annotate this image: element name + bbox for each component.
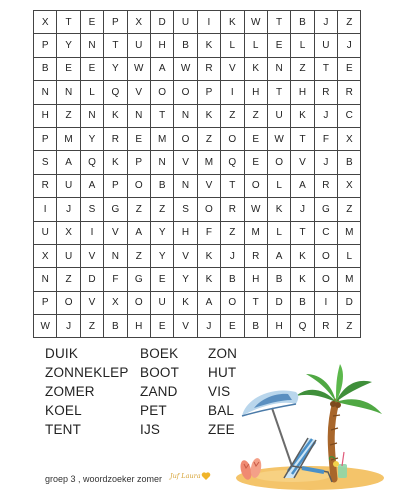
grid-cell: B (291, 11, 314, 34)
grid-cell: K (268, 198, 291, 221)
grid-cell: B (245, 315, 268, 338)
grid-cell: Y (81, 128, 104, 151)
grid-cell: Y (104, 58, 127, 81)
grid-cell: E (128, 128, 151, 151)
grid-cell: W (174, 58, 197, 81)
word-item: VIS (208, 384, 231, 399)
grid-cell: V (291, 151, 314, 174)
grid-cell: A (291, 175, 314, 198)
grid-cell: T (104, 34, 127, 57)
grid-cell: Z (81, 315, 104, 338)
grid-cell: V (81, 292, 104, 315)
grid-cell: G (128, 268, 151, 291)
grid-cell: T (315, 58, 338, 81)
grid-cell: J (338, 34, 361, 57)
grid-cell: O (198, 198, 221, 221)
grid-cell: R (34, 175, 57, 198)
grid-cell: U (151, 292, 174, 315)
grid-cell: N (151, 151, 174, 174)
grid-cell: X (57, 222, 80, 245)
grid-cell: D (81, 268, 104, 291)
grid-cell: Z (198, 128, 221, 151)
grid-cell: R (338, 81, 361, 104)
grid-cell: X (34, 245, 57, 268)
grid-cell: P (34, 34, 57, 57)
grid-cell: X (338, 128, 361, 151)
grid-cell: K (221, 11, 244, 34)
grid-cell: R (315, 175, 338, 198)
heart-icon (201, 471, 211, 481)
grid-cell: K (104, 151, 127, 174)
grid-cell: G (315, 198, 338, 221)
word-item: HUT (208, 365, 237, 380)
grid-cell: H (291, 81, 314, 104)
grid-cell: Z (57, 105, 80, 128)
grid-cell: Q (291, 315, 314, 338)
grid-cell: P (128, 151, 151, 174)
grid-cell: L (268, 222, 291, 245)
grid-cell: T (151, 105, 174, 128)
grid-cell: L (245, 34, 268, 57)
grid-cell: H (245, 268, 268, 291)
grid-cell: J (198, 315, 221, 338)
grid-cell: O (315, 245, 338, 268)
grid-cell: S (81, 198, 104, 221)
grid-cell: H (128, 315, 151, 338)
word-item: PET (140, 403, 167, 418)
grid-cell: Q (81, 151, 104, 174)
grid-cell: M (245, 222, 268, 245)
grid-cell: V (174, 315, 197, 338)
grid-cell: I (315, 292, 338, 315)
grid-cell: O (151, 81, 174, 104)
grid-cell: Z (128, 198, 151, 221)
word-item: BAL (208, 403, 235, 418)
beach-illustration (232, 360, 394, 490)
grid-cell: U (57, 175, 80, 198)
grid-cell: W (128, 58, 151, 81)
grid-cell: M (338, 268, 361, 291)
grid-cell: U (128, 34, 151, 57)
grid-cell: V (81, 245, 104, 268)
grid-cell: M (198, 151, 221, 174)
word-item: ZOMER (45, 384, 95, 399)
word-search-grid (33, 10, 361, 338)
grid-cell: J (291, 198, 314, 221)
grid-cell: R (245, 245, 268, 268)
grid-cell: Z (245, 105, 268, 128)
grid-cell: A (128, 222, 151, 245)
grid-cell: D (151, 11, 174, 34)
grid-cell: X (104, 292, 127, 315)
grid-cell: C (338, 105, 361, 128)
grid-cell: R (104, 128, 127, 151)
grid-cell: K (198, 34, 221, 57)
grid-cell: Z (221, 105, 244, 128)
grid-cell: U (268, 105, 291, 128)
grid-cell: N (174, 175, 197, 198)
grid-cell: B (104, 315, 127, 338)
grid-cell: T (291, 128, 314, 151)
grid-cell: G (104, 198, 127, 221)
grid-cell: A (198, 292, 221, 315)
grid-cell: H (268, 315, 291, 338)
grid-cell: R (315, 81, 338, 104)
grid-cell: K (198, 105, 221, 128)
grid-cell: C (315, 222, 338, 245)
grid-cell: H (174, 222, 197, 245)
grid-cell: E (245, 128, 268, 151)
grid-cell: P (198, 81, 221, 104)
grid-cell: M (151, 128, 174, 151)
grid-cell: E (57, 58, 80, 81)
grid-cell: E (81, 11, 104, 34)
grid-cell: F (104, 268, 127, 291)
grid-cell: K (291, 268, 314, 291)
grid-cell: P (34, 292, 57, 315)
grid-cell: Y (174, 268, 197, 291)
grid-cell: Z (128, 245, 151, 268)
grid-cell: V (174, 151, 197, 174)
word-item: ZON (208, 346, 238, 361)
word-item: ZONNEKLEP (45, 365, 129, 380)
grid-cell: L (338, 245, 361, 268)
grid-cell: X (34, 11, 57, 34)
grid-cell: N (81, 34, 104, 57)
grid-cell: O (128, 175, 151, 198)
grid-cell: N (174, 105, 197, 128)
grid-cell: T (268, 11, 291, 34)
grid-cell: O (245, 175, 268, 198)
footer-title: groep 3 , woordzoeker zomer (45, 474, 163, 484)
grid-cell: I (198, 11, 221, 34)
word-item: TENT (45, 422, 82, 437)
grid-cell: Z (221, 222, 244, 245)
grid-cell: E (81, 58, 104, 81)
grid-cell: Z (291, 58, 314, 81)
grid-cell: O (128, 292, 151, 315)
grid-cell: E (338, 58, 361, 81)
grid-cell: R (198, 58, 221, 81)
word-item: DUIK (45, 346, 79, 361)
grid-cell: R (221, 198, 244, 221)
grid-cell: B (174, 34, 197, 57)
grid-cell: S (34, 151, 57, 174)
word-item: ZEE (208, 422, 235, 437)
grid-cell: K (198, 245, 221, 268)
grid-cell: X (128, 11, 151, 34)
grid-cell: J (315, 151, 338, 174)
grid-cell: V (198, 175, 221, 198)
grid-cell: B (291, 292, 314, 315)
grid-cell: N (268, 58, 291, 81)
grid-cell: N (128, 105, 151, 128)
grid-cell: N (34, 81, 57, 104)
grid-cell: W (245, 198, 268, 221)
grid-cell: A (57, 151, 80, 174)
grid-cell: N (81, 105, 104, 128)
grid-cell: T (291, 222, 314, 245)
grid-cell: U (315, 34, 338, 57)
grid-cell: Y (57, 34, 80, 57)
grid-cell: A (81, 175, 104, 198)
grid-cell: D (338, 292, 361, 315)
grid-cell: O (315, 268, 338, 291)
grid-cell: Y (151, 245, 174, 268)
grid-cell: I (34, 198, 57, 221)
grid-cell: R (315, 315, 338, 338)
grid-cell: M (57, 128, 80, 151)
grid-cell: H (151, 34, 174, 57)
grid-cell: L (268, 175, 291, 198)
word-item: BOEK (140, 346, 179, 361)
grid-cell: O (268, 151, 291, 174)
grid-cell: J (315, 11, 338, 34)
grid-cell: V (128, 81, 151, 104)
grid-cell: Z (338, 198, 361, 221)
word-item: BOOT (140, 365, 180, 380)
grid-cell: Q (104, 81, 127, 104)
grid-cell: Z (151, 198, 174, 221)
grid-cell: Z (338, 315, 361, 338)
grid-cell: A (151, 58, 174, 81)
grid-cell: L (221, 34, 244, 57)
grid-cell: K (245, 58, 268, 81)
grid-cell: V (221, 58, 244, 81)
grid-cell: O (174, 81, 197, 104)
grid-cell: W (34, 315, 57, 338)
grid-cell: L (291, 34, 314, 57)
grid-cell: T (268, 81, 291, 104)
grid-cell: O (57, 292, 80, 315)
grid-cell: H (34, 105, 57, 128)
grid-cell: B (151, 175, 174, 198)
grid-cell: B (338, 151, 361, 174)
grid-cell: X (338, 175, 361, 198)
grid-cell: P (104, 175, 127, 198)
grid-cell: O (221, 128, 244, 151)
grid-cell: P (104, 11, 127, 34)
grid-cell: L (81, 81, 104, 104)
grid-cell: U (34, 222, 57, 245)
grid-cell: J (57, 315, 80, 338)
grid-cell: T (245, 292, 268, 315)
grid-cell: K (198, 268, 221, 291)
grid-cell: W (268, 128, 291, 151)
grid-cell: N (104, 245, 127, 268)
grid-cell: J (57, 198, 80, 221)
grid-cell: J (221, 245, 244, 268)
grid-cell: E (151, 315, 174, 338)
grid-cell: E (151, 268, 174, 291)
grid-cell: K (174, 292, 197, 315)
grid-cell: B (268, 268, 291, 291)
grid-cell: K (104, 105, 127, 128)
grid-cell: A (268, 245, 291, 268)
grid-cell: K (291, 105, 314, 128)
grid-cell: Z (57, 268, 80, 291)
grid-cell: B (34, 58, 57, 81)
grid-cell: N (57, 81, 80, 104)
grid-cell: N (34, 268, 57, 291)
grid-cell: U (57, 245, 80, 268)
grid-cell: S (174, 198, 197, 221)
grid-cell: Q (221, 151, 244, 174)
grid-cell: Y (151, 222, 174, 245)
grid-cell: V (104, 222, 127, 245)
grid-cell: E (245, 151, 268, 174)
grid-cell: H (245, 81, 268, 104)
word-item: KOEL (45, 403, 82, 418)
word-item: IJS (140, 422, 161, 437)
grid-cell: U (174, 11, 197, 34)
author-signature: Juf Laura (170, 472, 201, 480)
grid-cell: T (57, 11, 80, 34)
grid-cell: T (221, 175, 244, 198)
grid-cell: D (268, 292, 291, 315)
grid-cell: F (315, 128, 338, 151)
grid-cell: F (198, 222, 221, 245)
grid-cell: I (81, 222, 104, 245)
grid-cell: V (174, 245, 197, 268)
grid-cell: B (221, 268, 244, 291)
grid-cell: O (221, 292, 244, 315)
word-item: ZAND (140, 384, 178, 399)
grid-cell: O (174, 128, 197, 151)
grid-cell: Z (338, 11, 361, 34)
grid-cell: J (315, 105, 338, 128)
grid-cell: M (338, 222, 361, 245)
grid-cell: E (221, 315, 244, 338)
grid-cell: K (291, 245, 314, 268)
grid-cell: E (268, 34, 291, 57)
grid-cell: I (221, 81, 244, 104)
grid-cell: W (245, 11, 268, 34)
grid-cell: P (34, 128, 57, 151)
